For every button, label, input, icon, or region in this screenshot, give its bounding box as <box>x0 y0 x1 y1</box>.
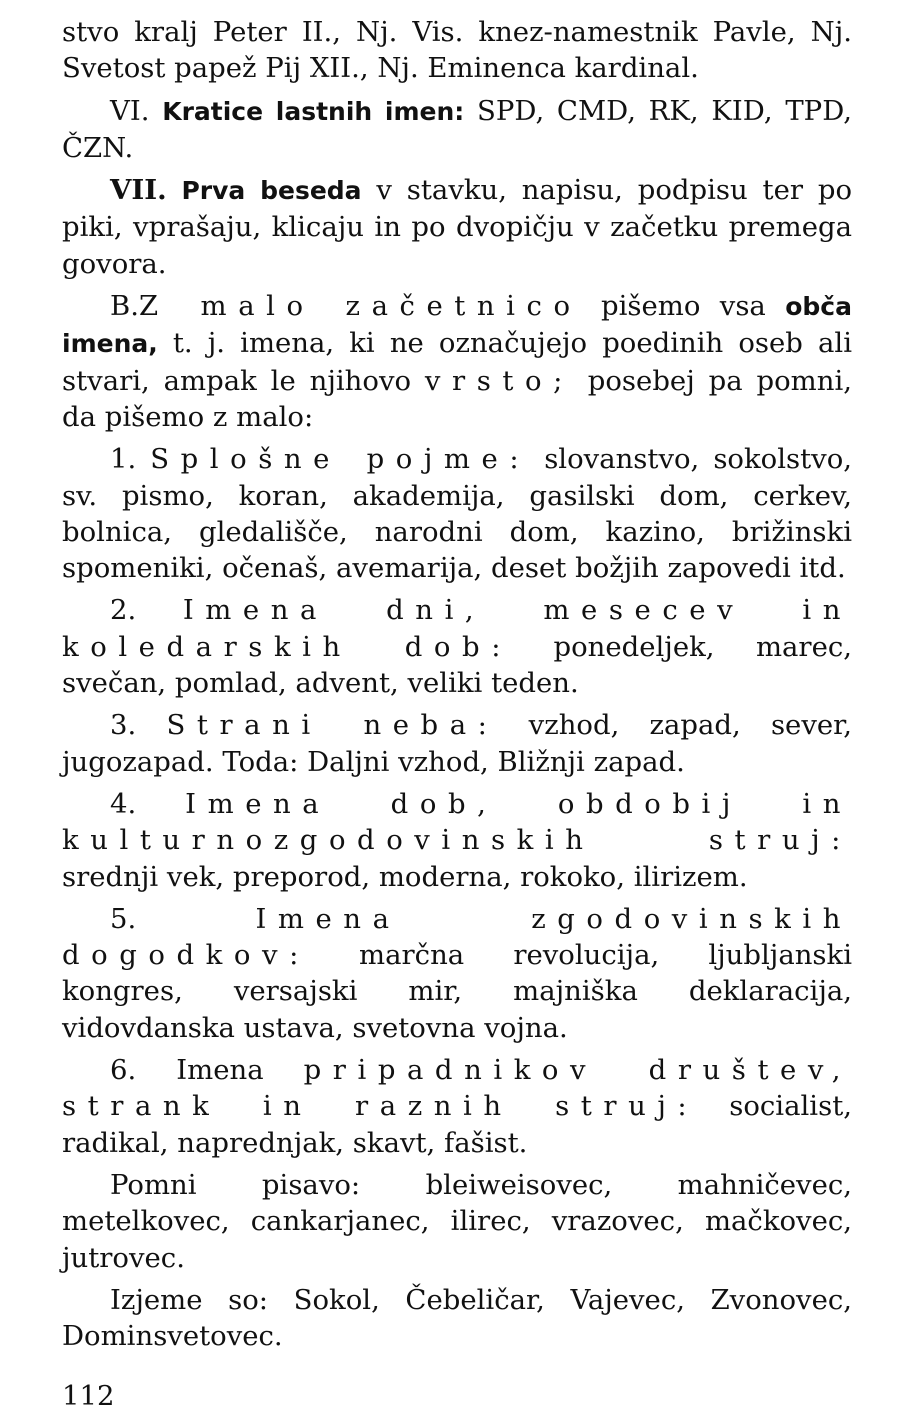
list-item-4 <box>62 786 852 895</box>
paragraph-text: socialist, radikal, naprednjak, skavt, fašist. <box>62 1090 852 1159</box>
paragraph-text: srednji vek, preporod, moderna, rokoko, ilirizem. <box>62 860 748 893</box>
list-item-3 <box>62 707 852 780</box>
paragraph-text: pišemo vsa <box>581 290 786 323</box>
item-number: 5. <box>110 902 137 935</box>
paragraph-text: posebej pa pomni, da pišemo z malo: <box>62 364 852 433</box>
spaced-term: Imena dni, mesecev in koledarskih dob: <box>62 594 852 663</box>
paragraph-exceptions: Izjeme so: Sokol, Čebeličar, Vajevec, Zvonovec, Dominsvetovec. <box>62 1283 852 1353</box>
spaced-term: Strani neba: <box>166 709 499 742</box>
list-item-2 <box>62 592 852 701</box>
paragraph-number: B. <box>110 290 139 323</box>
spaced-term: Imena zgodovinskih dogodkov: <box>62 902 852 972</box>
item-number: 3. <box>110 709 137 742</box>
paragraph-vi <box>62 93 852 167</box>
paragraph-vii <box>62 172 852 282</box>
paragraph-number: VI. <box>110 94 150 127</box>
paragraph-text: v stavku, napisu, podpisu ter po piki, vprašaju, klicaju in po dvopičju v začetku premega govora. <box>62 174 852 280</box>
bold-term: Prva beseda <box>181 176 362 206</box>
paragraph-b <box>62 288 852 435</box>
paragraph-text: SPD, CMD, RK, KID, TPD, ČZN. <box>62 94 852 164</box>
paragraph-text: Imena <box>176 1054 304 1087</box>
spaced-term: Z malo začetnico <box>138 290 582 323</box>
paragraph-text: vzhod, zapad, sever, jugozapad. Toda: Daljni vzhod, Bližnji zapad. <box>62 709 853 778</box>
paragraph-text: t. j. imena, ki ne označujejo poedinih oseb ali stvari, ampak le njihovo <box>62 327 852 397</box>
bold-term: Kratice lastnih imen: <box>162 96 465 126</box>
bold-term: obča imena, <box>62 292 852 359</box>
paragraph-text: ponedeljek, marec, svečan, pomlad, advent, veliki teden. <box>62 630 852 700</box>
paragraph-number: VII. <box>110 174 167 207</box>
paragraph-note: Pomni pisavo: bleiweisovec, mahničevec, metelkovec, cankarjanec, ilirec, vrazovec, mačkovec, jutrovec. <box>62 1168 852 1274</box>
item-number: 2. <box>110 594 137 627</box>
paragraph-text: slovanstvo, sokolstvo, sv. pismo, koran, akademija, gasilski dom, cerkev, bolnica, gledališče, narodni dom, kazino, brižinski spomeniki, očenaš, avemarija, deset božjih zapovedi itd. <box>62 443 852 585</box>
item-number: 1. <box>110 443 137 476</box>
item-number: 6. <box>110 1054 137 1087</box>
spaced-term: vrsto; <box>424 364 574 397</box>
item-number: 4. <box>110 787 137 820</box>
page-number: 112 <box>62 1380 115 1412</box>
spaced-term: pripadnikov društev, strank in raznih struj: <box>62 1054 852 1123</box>
paragraph-continuation: stvo kralj Peter II., Nj. Vis. knez-namestnik Pavle, Nj. Svetost papež Pij XII., Nj. Eminenca kardinal. <box>62 16 852 85</box>
spaced-term: Imena dob, obdobij in kulturnozgodovinskih struj: <box>62 787 852 857</box>
spaced-term: Splošne pojme: <box>150 443 531 476</box>
paragraph-text: marčna revolucija, ljubljanski kongres, versajski mir, majniška deklaracija, vidovdanska ustava, svetovna vojna. <box>62 939 852 1044</box>
list-item-1 <box>62 441 852 586</box>
list-item-5 <box>62 901 852 1046</box>
list-item-6 <box>62 1052 852 1161</box>
page-body <box>62 14 852 1354</box>
